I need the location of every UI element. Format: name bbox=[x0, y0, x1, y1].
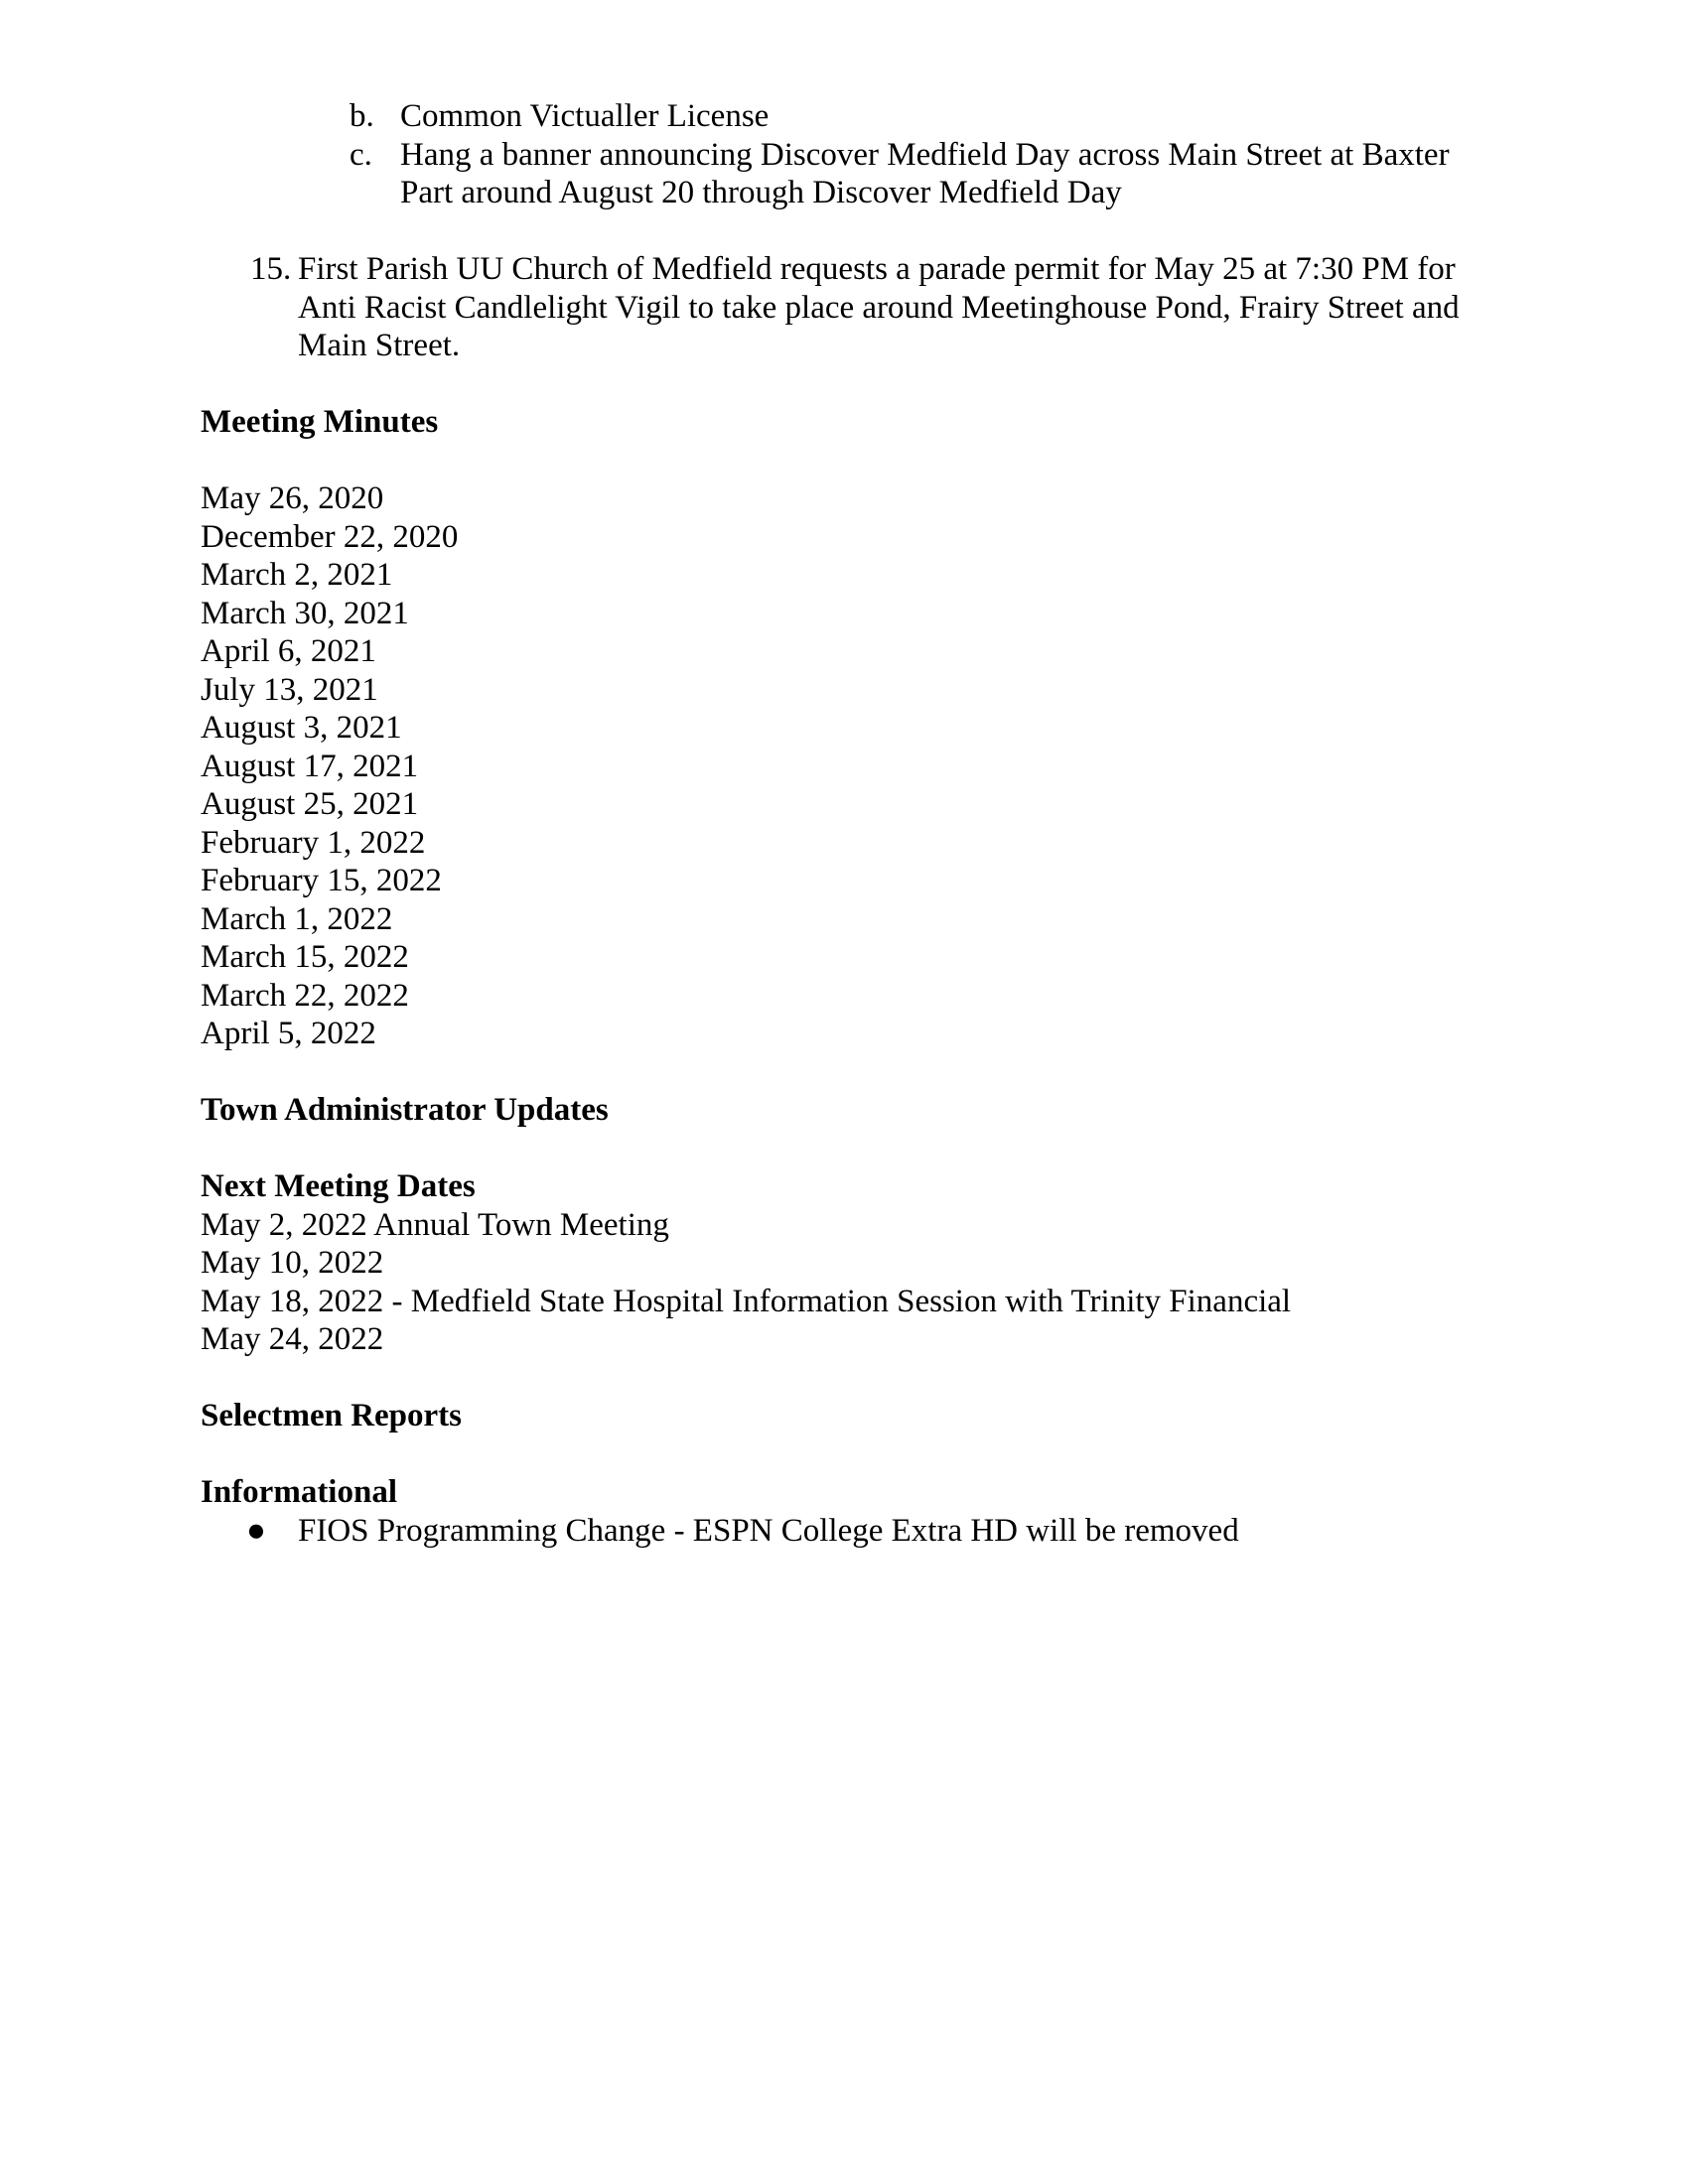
next-meeting-date: May 18, 2022 - Medfield State Hospital Information Session with Trinity Financial bbox=[201, 1283, 1292, 1319]
list-item-c-text-line-1: Hang a banner announcing Discover Medfield Day across Main Street at Baxter bbox=[400, 136, 1450, 173]
blank-line bbox=[201, 365, 1569, 404]
next-meeting-date: May 10, 2022 bbox=[201, 1245, 384, 1281]
blank-line bbox=[201, 1435, 1569, 1474]
informational-bullet-item bbox=[201, 1512, 1569, 1551]
blank-line bbox=[201, 442, 1569, 480]
list-marker-15: 15. bbox=[250, 251, 292, 287]
meeting-minutes-date: August 25, 2021 bbox=[201, 786, 419, 822]
list-marker-b: b. bbox=[350, 98, 374, 134]
list-item-15-text-line-2: Anti Racist Candlelight Vigil to take place around Meetinghouse Pond, Frairy Street and bbox=[298, 289, 1460, 326]
blank-line bbox=[201, 1130, 1569, 1168]
informational-bullet-text: FIOS Programming Change - ESPN College Extra HD will be removed bbox=[298, 1512, 1239, 1549]
informational-heading: Informational bbox=[201, 1474, 397, 1510]
meeting-minutes-date: August 17, 2021 bbox=[201, 748, 419, 784]
list-item-c bbox=[201, 136, 1569, 175]
list-item-b-text: Common Victualler License bbox=[400, 98, 770, 134]
meeting-minutes-date: May 26, 2020 bbox=[201, 480, 384, 516]
meeting-minutes-date: February 15, 2022 bbox=[201, 863, 442, 898]
bullet-icon: ● bbox=[246, 1512, 266, 1549]
next-meeting-date: May 24, 2022 bbox=[201, 1321, 384, 1357]
meeting-minutes-date: February 1, 2022 bbox=[201, 824, 426, 861]
blank-line bbox=[201, 1053, 1569, 1092]
meeting-minutes-date: April 5, 2022 bbox=[201, 1016, 376, 1051]
meeting-minutes-date: March 1, 2022 bbox=[201, 900, 393, 937]
next-meeting-dates-heading: Next Meeting Dates bbox=[201, 1168, 476, 1204]
town-administrator-updates-heading: Town Administrator Updates bbox=[201, 1092, 609, 1128]
meeting-minutes-date: December 22, 2020 bbox=[201, 518, 459, 555]
list-item-15-text-line-1: First Parish UU Church of Medfield requests a parade permit for May 25 at 7:30 PM for bbox=[298, 251, 1456, 287]
list-item-15 bbox=[201, 250, 1569, 289]
meeting-minutes-date: March 15, 2022 bbox=[201, 939, 409, 975]
list-item-b bbox=[201, 97, 1569, 136]
meeting-minutes-date: August 3, 2021 bbox=[201, 710, 402, 746]
blank-line bbox=[201, 1359, 1569, 1398]
list-item-15-text-line-3: Main Street. bbox=[298, 328, 461, 363]
meeting-minutes-date: March 22, 2022 bbox=[201, 977, 409, 1014]
meeting-minutes-heading: Meeting Minutes bbox=[201, 404, 439, 440]
meeting-minutes-date: March 30, 2021 bbox=[201, 595, 409, 631]
list-item-c-text-line-2: Part around August 20 through Discover Medfield Day bbox=[400, 175, 1122, 210]
meeting-minutes-date: July 13, 2021 bbox=[201, 671, 378, 708]
meeting-minutes-date: April 6, 2021 bbox=[201, 633, 376, 669]
next-meeting-date: May 2, 2022 Annual Town Meeting bbox=[201, 1206, 669, 1243]
meeting-minutes-date: March 2, 2021 bbox=[201, 557, 393, 593]
blank-line bbox=[201, 212, 1569, 251]
selectmen-reports-heading: Selectmen Reports bbox=[201, 1398, 463, 1433]
list-marker-c: c. bbox=[350, 136, 372, 173]
